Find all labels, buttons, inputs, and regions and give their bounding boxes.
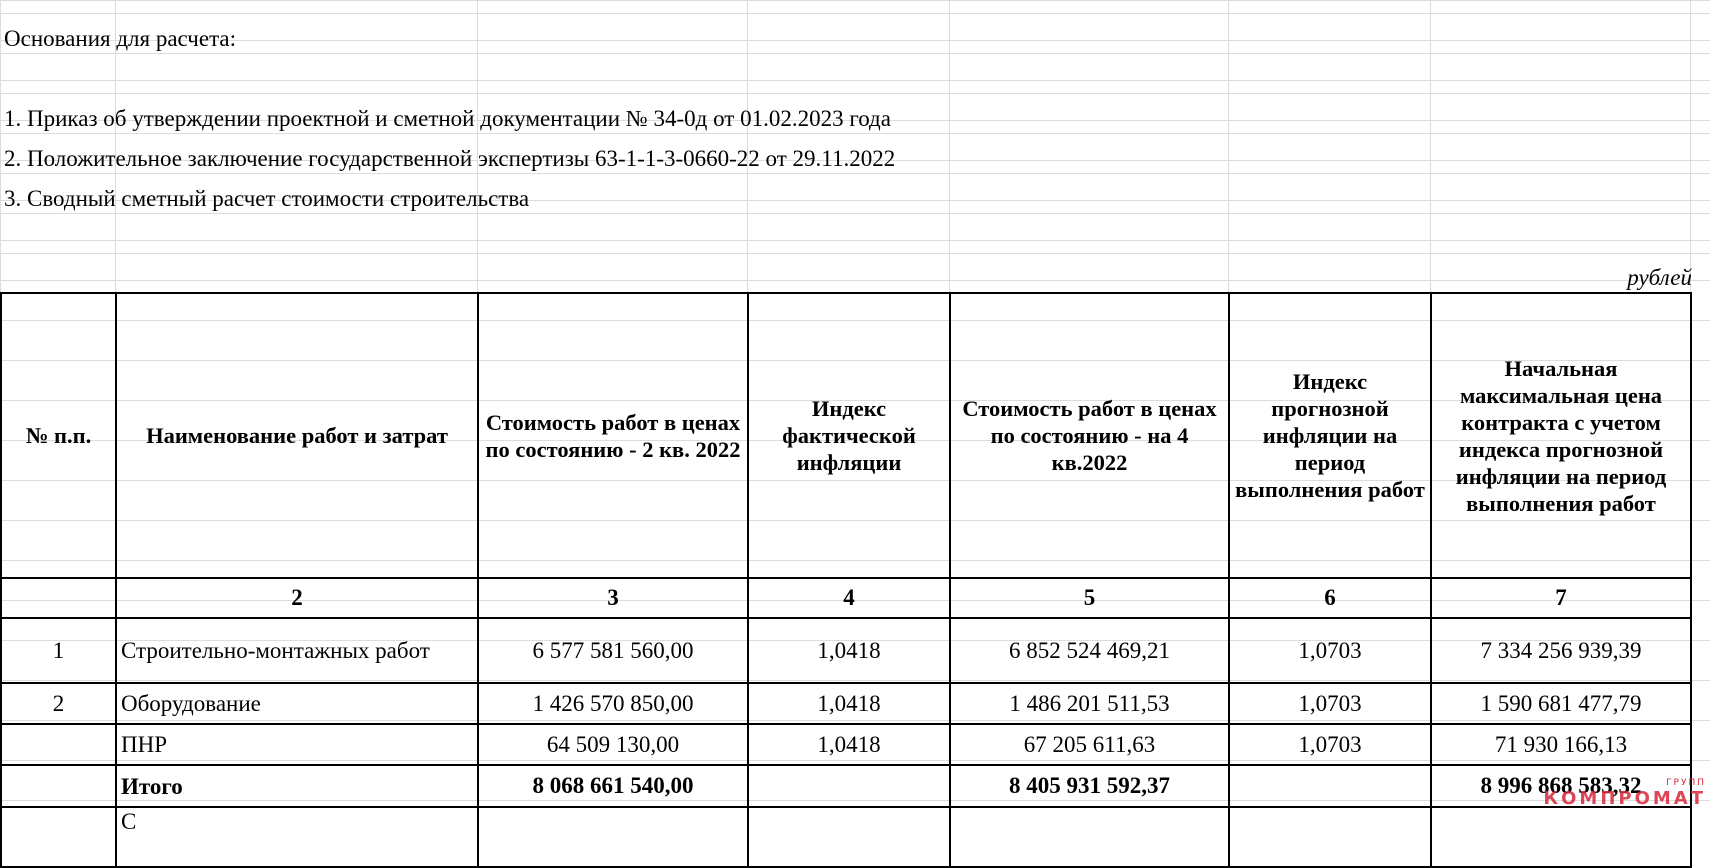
cell-fact-index: 1,0418: [748, 683, 950, 724]
grid-col-line: [1690, 0, 1691, 292]
cell-cost-2q: 6 577 581 560,00: [478, 618, 748, 683]
cell-fact-index: 1,0418: [748, 724, 950, 765]
column-number: 4: [748, 578, 950, 618]
col-header-forecast-index: Индекс прогнозной инфляции на период выполнения работ: [1229, 293, 1431, 578]
cell-name: Строительно-монтажных работ: [116, 618, 478, 683]
cell-cost-4q: [950, 807, 1229, 867]
cell-name: Оборудование: [116, 683, 478, 724]
cell-nmck: 71 930 166,13: [1431, 724, 1691, 765]
table-header-row: [1, 293, 1691, 578]
cell-forecast-index: [1229, 807, 1431, 867]
column-number: [1, 578, 116, 618]
table-row: [1, 807, 1691, 867]
cell-name: Итого: [116, 765, 478, 807]
grid-col-line: [1228, 0, 1229, 292]
cell-forecast-index: [1229, 765, 1431, 807]
basis-title: Основания для расчета:: [4, 26, 237, 51]
unit-label: рублей: [1627, 265, 1692, 290]
grid-col-line: [1430, 0, 1431, 292]
cell-cost-4q: 6 852 524 469,21: [950, 618, 1229, 683]
table-row: [1, 724, 1691, 765]
cell-forecast-index: 1,0703: [1229, 683, 1431, 724]
cell-num: [1, 724, 116, 765]
grid-row-line: [0, 133, 1710, 134]
table-row: [1, 618, 1691, 683]
cell-cost-2q: 64 509 130,00: [478, 724, 748, 765]
cell-name: С: [116, 807, 478, 867]
cell-fact-index: 1,0418: [748, 618, 950, 683]
col-header-num: № п.п.: [1, 293, 116, 578]
cell-nmck: 8 996 868 583,32: [1431, 765, 1691, 807]
column-number: 5: [950, 578, 1229, 618]
cell-cost-2q: 8 068 661 540,00: [478, 765, 748, 807]
grid-row-line: [0, 93, 1710, 94]
cell-cost-4q: 8 405 931 592,37: [950, 765, 1229, 807]
cell-num: 2: [1, 683, 116, 724]
basis-item-3: 3. Сводный сметный расчет стоимости строительства: [4, 186, 530, 211]
grid-row-line: [0, 53, 1710, 54]
cell-forecast-index: 1,0703: [1229, 618, 1431, 683]
cost-table: [0, 292, 1692, 868]
column-number: 6: [1229, 578, 1431, 618]
basis-item-2: 2. Положительное заключение государственной экспертизы 63-1-1-3-0660-22 от 29.11.2022: [4, 146, 896, 171]
cell-num: [1, 807, 116, 867]
col-header-cost-2q: Стоимость работ в ценах по состоянию - 2 кв. 2022: [478, 293, 748, 578]
cell-fact-index: [748, 765, 950, 807]
cell-forecast-index: 1,0703: [1229, 724, 1431, 765]
cell-cost-2q: [478, 807, 748, 867]
watermark-top-text: ГРУПП: [1666, 778, 1706, 788]
column-number: 3: [478, 578, 748, 618]
cell-cost-4q: 1 486 201 511,53: [950, 683, 1229, 724]
grid-row-line: [0, 253, 1710, 254]
col-header-name: Наименование работ и затрат: [116, 293, 478, 578]
column-number-row: [1, 578, 1691, 618]
grid-row-line: [0, 213, 1710, 214]
column-number: 2: [116, 578, 478, 618]
cell-name: ПНР: [116, 724, 478, 765]
cell-num: [1, 765, 116, 807]
basis-item-1: 1. Приказ об утверждении проектной и сметной документации № 34-0д от 01.02.2023 года: [4, 106, 891, 131]
watermark-main-text: КОМПРОМАТ: [1543, 788, 1706, 809]
cell-nmck: 7 334 256 939,39: [1431, 618, 1691, 683]
cell-nmck: 1 590 681 477,79: [1431, 683, 1691, 724]
grid-col-line: [949, 0, 950, 292]
grid-row-line: [0, 13, 1710, 14]
column-number: 7: [1431, 578, 1691, 618]
table-row: [1, 683, 1691, 724]
table-row-total: [1, 765, 1691, 807]
cell-cost-2q: 1 426 570 850,00: [478, 683, 748, 724]
col-header-cost-4q: Стоимость работ в ценах по состоянию - на 4 кв.2022: [950, 293, 1229, 578]
cell-fact-index: [748, 807, 950, 867]
cell-num: 1: [1, 618, 116, 683]
grid-row-line: [0, 173, 1710, 174]
col-header-nmck: Начальная максимальная цена контракта с учетом индекса прогнозной инфляции на период выполнения работ: [1431, 293, 1691, 578]
col-header-fact-index: Индекс фактической инфляции: [748, 293, 950, 578]
cell-cost-4q: 67 205 611,63: [950, 724, 1229, 765]
